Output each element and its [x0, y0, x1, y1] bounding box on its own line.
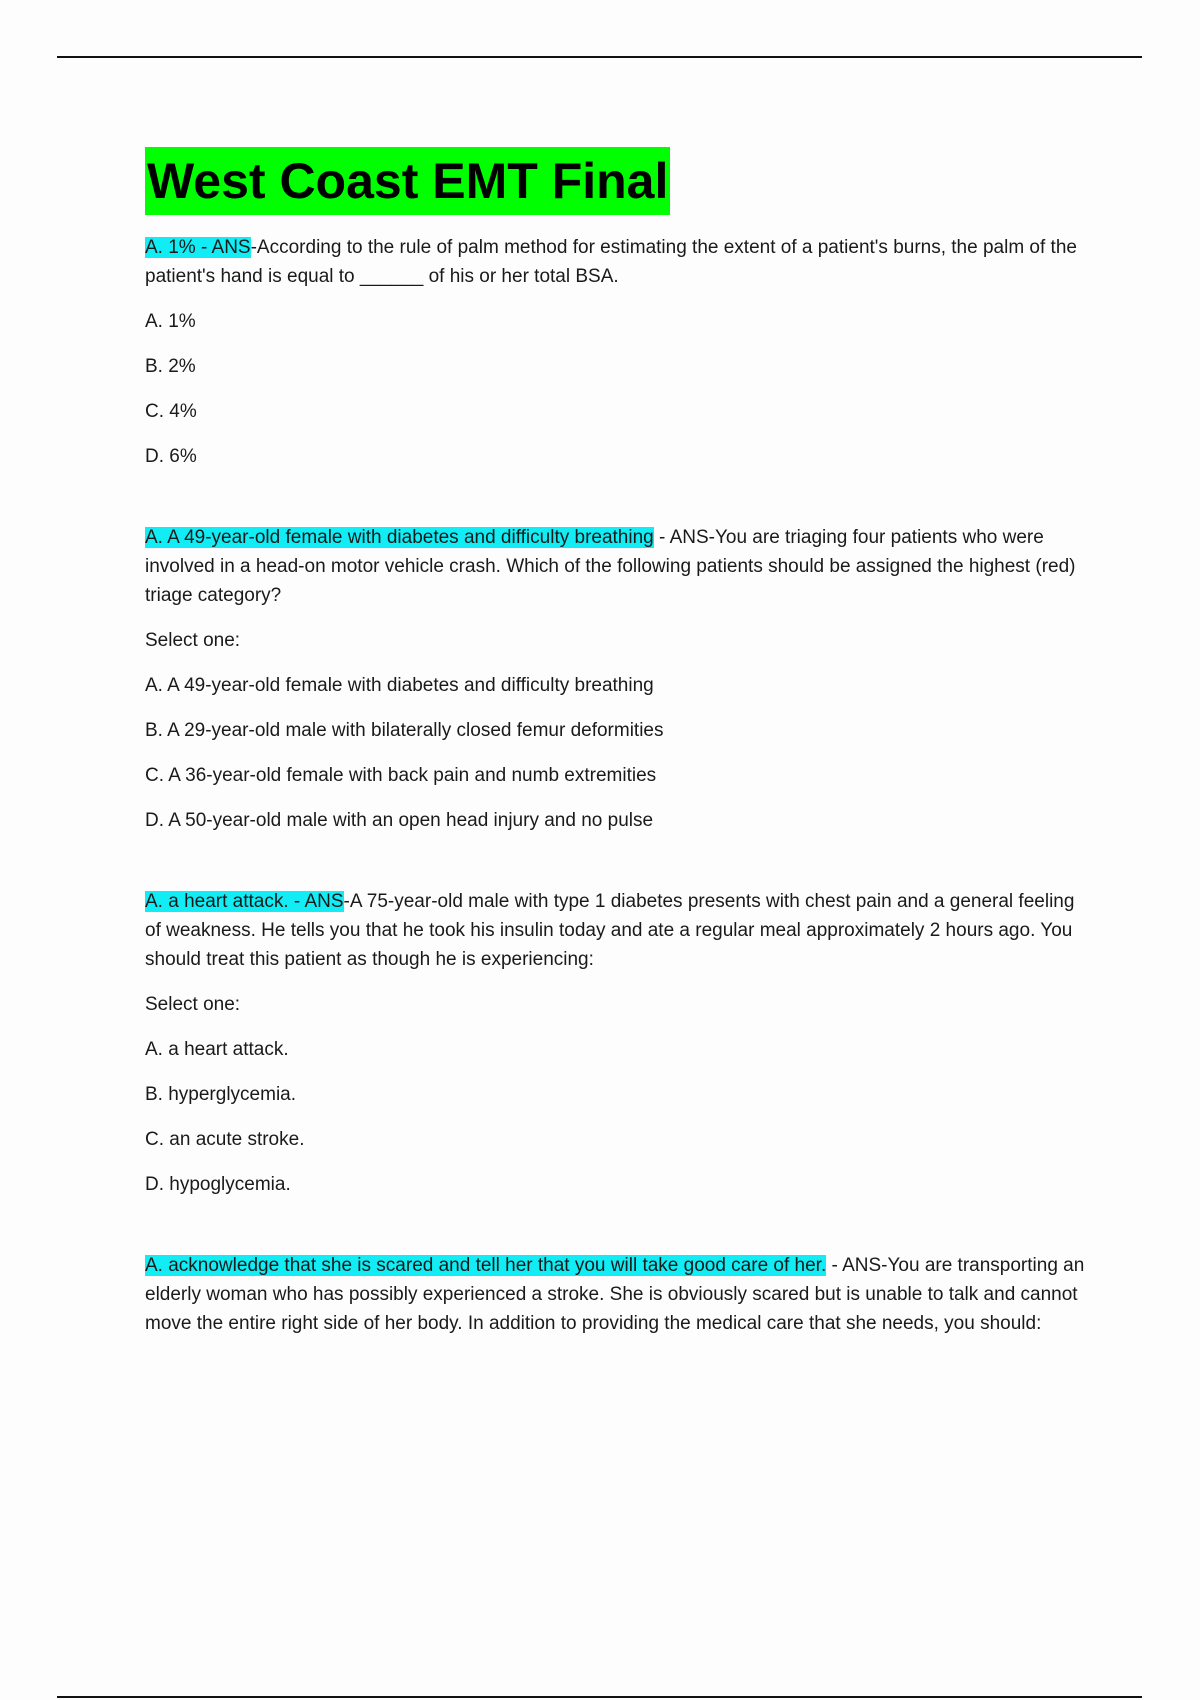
- question-1: [145, 233, 1085, 471]
- option-a: A. A 49-year-old female with diabetes and difficulty breathing: [145, 675, 654, 696]
- bottom-rule: [57, 1696, 1142, 1698]
- answer-highlight: A. acknowledge that she is scared and tell her that you will take good care of her.: [145, 1255, 827, 1276]
- option-b: B. 2%: [145, 356, 196, 377]
- question-body: - ANS-You are transporting an elderly woman who has possibly experienced a stroke. She is obviously scared but is unable to talk and cannot move the entire right side of her body. In addition to providing the medical care that she needs, you should:: [145, 1255, 1085, 1334]
- top-rule: [57, 56, 1142, 58]
- question-3: [145, 887, 1085, 1199]
- select-one-prompt: Select one:: [145, 630, 241, 651]
- question-body: -A 75-year-old male with type 1 diabetes presents with chest pain and a general feeling of weakness. He tells you that he took his insulin today and ate a regular meal approximately 2 hours ago. You should treat this patient as though he is experiencing:: [145, 891, 1075, 970]
- document-title: West Coast EMT Final: [145, 147, 670, 215]
- option-d: D. A 50-year-old male with an open head injury and no pulse: [145, 810, 654, 831]
- option-b: B. A 29-year-old male with bilaterally closed femur deformities: [145, 720, 664, 741]
- option-b: B. hyperglycemia.: [145, 1084, 297, 1105]
- question-text: [145, 887, 1085, 974]
- answer-highlight: A. A 49-year-old female with diabetes and difficulty breathing: [145, 527, 654, 548]
- option-c: C. an acute stroke.: [145, 1129, 305, 1150]
- question-2: [145, 523, 1085, 835]
- option-c: C. 4%: [145, 401, 197, 422]
- option-c: C. A 36-year-old female with back pain and numb extremities: [145, 765, 657, 786]
- answer-highlight: A. 1% - ANS: [145, 237, 251, 258]
- answer-highlight: A. a heart attack. - ANS: [145, 891, 344, 912]
- question-body: - ANS-You are triaging four patients who were involved in a head-on motor vehicle crash. Which of the following patients should be assigned the highest (red) triage category?: [145, 527, 1076, 606]
- question-text: [145, 233, 1085, 291]
- select-one-prompt: Select one:: [145, 994, 241, 1015]
- document-body: [145, 147, 1085, 1354]
- option-a: A. 1%: [145, 311, 196, 332]
- question-text: [145, 1251, 1085, 1338]
- option-d: D. hypoglycemia.: [145, 1174, 291, 1195]
- question-text: [145, 523, 1085, 610]
- question-4: [145, 1251, 1085, 1338]
- option-d: D. 6%: [145, 446, 197, 467]
- option-a: A. a heart attack.: [145, 1039, 289, 1060]
- question-body: -According to the rule of palm method for estimating the extent of a patient's burns, the palm of the patient's hand is equal to ______ of his or her total BSA.: [145, 237, 1077, 287]
